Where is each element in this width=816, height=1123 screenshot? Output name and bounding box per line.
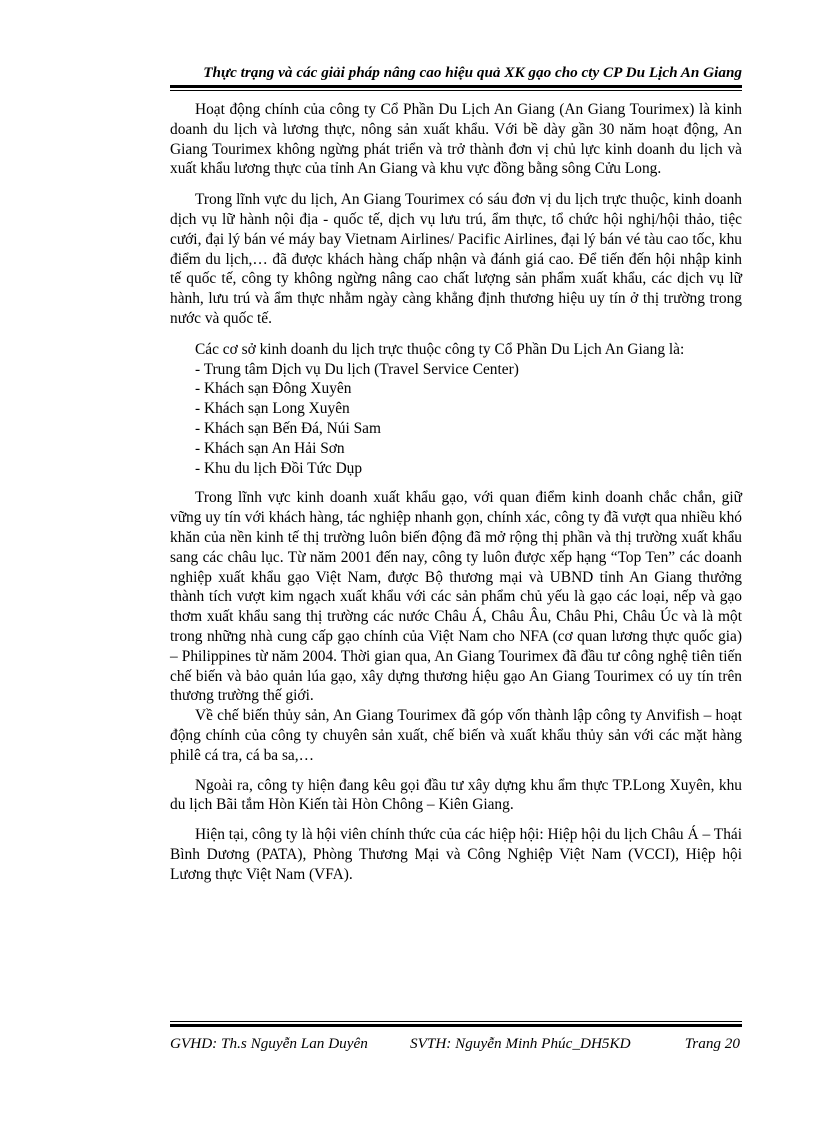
footer-student: SVTH: Nguyễn Minh Phúc_DH5KD	[410, 1035, 631, 1052]
list-item: - Khách sạn Bến Đá, Núi Sam	[195, 419, 381, 437]
paragraph-memberships: Hiện tại, công ty là hội viên chính thức của các hiệp hội: Hiệp hội du lịch Châu Á – Thái Bình Dương (PATA), Phòng Thương Mại và Công Nghiệp Việt Nam (VCCI), Hiệp hội Lương thực Việt Nam (VFA).	[170, 826, 742, 883]
paragraph-tourism: Trong lĩnh vực du lịch, An Giang Tourimex có sáu đơn vị du lịch trực thuộc, kinh doanh dịch vụ lữ hành nội địa - quốc tế, dịch vụ lưu trú, ẩm thực, tổ chức hội nghị/hội thảo, tiệc cưới, đại lý bán vé máy bay Vietnam Airlines/ Pacific Airlines, đại lý bán vé tàu cao tốc, khu điểm du lịch,… đã được khách hàng chấp nhận và đánh giá cao. Để tiến đến hội nhập kinh tế quốc tế, công ty không ngừng nâng cao chất lượng sản phẩm xuất khẩu, các dịch vụ lữ hành, lưu trú và ẩm thực nhằm ngày càng khẳng định thương hiệu uy tín ở thị trường trong nước và quốc tế.	[170, 191, 742, 327]
footer-rule-thin	[170, 1021, 742, 1022]
header-rule-thin	[170, 90, 742, 91]
page-footer	[170, 1034, 740, 1054]
page-body	[170, 100, 742, 884]
paragraph-investment: Ngoài ra, công ty hiện đang kêu gọi đầu tư xây dựng khu ẩm thực TP.Long Xuyên, khu du lịch Bãi tắm Hòn Kiến tài Hòn Chông – Kiên Giang.	[170, 776, 742, 814]
list-item: - Khách sạn An Hải Sơn	[195, 439, 345, 457]
list-item: - Khách sạn Long Xuyên	[195, 400, 350, 418]
list-item: - Trung tâm Dịch vụ Du lịch (Travel Service Center)	[195, 360, 519, 378]
paragraph-seafood: Về chế biến thủy sản, An Giang Tourimex đã góp vốn thành lập công ty Anvifish – hoạt động chính của công ty chuyên sản xuất, chế biến và xuất khẩu thủy sản với các mặt hàng philê cá tra, cá ba sa,…	[170, 707, 742, 764]
footer-rule-thick	[170, 1024, 742, 1027]
list-item: - Khu du lịch Đồi Tức Dụp	[195, 459, 363, 477]
paragraph-intro: Hoạt động chính của công ty Cổ Phần Du Lịch An Giang (An Giang Tourimex) là kinh doanh du lịch và lương thực, nông sản xuất khẩu. Với bề dày gần 30 năm hoạt động, An Giang Tourimex không ngừng phát triển và trở thành đơn vị chủ lực kinh doanh du lịch và xuất khẩu lương thực của tỉnh An Giang và khu vực đồng bằng sông Cửu Long.	[170, 101, 742, 178]
paragraph-units-lead: Các cơ sở kinh doanh du lịch trực thuộc công ty Cổ Phần Du Lịch An Giang là:	[195, 340, 685, 358]
header-rule-thick	[170, 85, 742, 88]
running-header: Thực trạng và các giải pháp nâng cao hiệu quả XK gạo cho cty CP Du Lịch An Giang	[203, 64, 742, 81]
footer-advisor: GVHD: Th.s Nguyễn Lan Duyên	[170, 1035, 368, 1052]
list-item: - Khách sạn Đông Xuyên	[195, 380, 352, 398]
paragraph-rice-export: Trong lĩnh vực kinh doanh xuất khẩu gạo, với quan điểm kinh doanh chắc chắn, giữ vững uy tín với khách hàng, tác nghiệp nhanh gọn, chính xác, công ty đã vượt qua nhiều khó khăn của nền kinh tế thị trường luôn biến động đã mở rộng thị phần và thị trường xuất khẩu sang các châu lục. Từ năm 2001 đến nay, công ty luôn được xếp hạng “Top Ten” các doanh nghiệp xuất khẩu gạo Việt Nam, được Bộ thương mại và UBND tỉnh An Giang thưởng thành tích vượt kim ngạch xuất khẩu với các sản phẩm chủ yếu là gạo các loại, nếp và gạo thơm xuất khẩu sang thị trường các nước Châu Á, Châu Âu, Châu Phi, Châu Úc và là một trong những nhà cung cấp gạo chính của Việt Nam cho NFA (cơ quan lương thực quốc gia) – Philippines từ năm 2004. Thời gian qua, An Giang Tourimex đã đầu tư công nghệ tiên tiến chế biến và bảo quản lúa gạo, xây dựng thương hiệu gạo An Giang Tourimex có uy tín trên thương trường thế giới.	[170, 489, 742, 705]
footer-page-number: Trang 20	[684, 1035, 740, 1052]
